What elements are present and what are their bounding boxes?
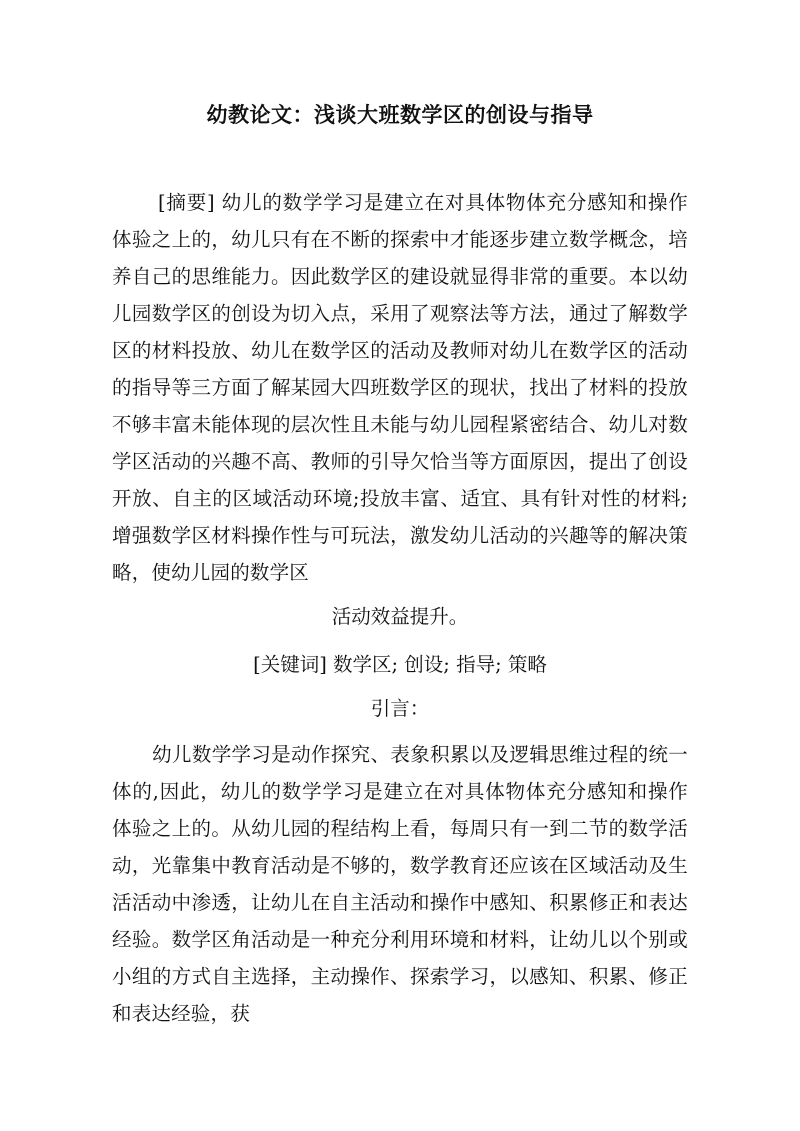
intro-paragraph — [112, 736, 688, 1032]
document-title: 幼教论文：浅谈大班数学区的创设与指导 — [206, 103, 594, 127]
abstract-text: [摘要] 幼儿的数学学习是建立在对具体物体充分感知和操作体验之上的，幼儿只有在不断的探索中才能逐步建立数学概念，培养自己的思维能力。因此数学区的建设就显得非常的重要。本以幼儿园数学区的创设为切入点，采用了观察法等方法，通过了解数学区的材料投放、幼儿在数学区的活动及教师对幼儿在数学区的活动的指导等三方面了解某园大四班数学区的现状，找出了材料的投放不够丰富未能体现的层次性且未能与幼儿园程紧密结合、幼儿对数学区活动的兴趣不高、教师的引导欠恰当等方面原因，提出了创设开放、自主的区域活动环境;投放丰富、适宜、具有针对性的材料;增强数学区材料操作性与可玩法，激发幼儿活动的兴趣等的解决策略，使幼儿园的数学区 — [112, 191, 688, 584]
intro-paragraph-text: 幼儿数学学习是动作探究、表象积累以及逻辑思维过程的统一体的,因此，幼儿的数学学习是建立在对具体物体充分感知和操作体验之上的。从幼儿园的程结构上看，每周只有一到二节的数学活动，光靠集中教育活动是不够的，数学教育还应该在区域活动及生活活动中渗透，让幼儿在自主活动和操作中感知、积累修正和表达经验。数学区角活动是一种充分利用环境和材料，让幼儿以个别或小组的方式自主选择，主动操作、探索学习，以感知、积累、修正和表达经验，获 — [112, 743, 688, 1025]
keywords-line: [关键词] 数学区; 创设; 指导; 策略 — [253, 653, 547, 676]
intro-heading: 引言： — [370, 697, 430, 720]
abstract-paragraph — [112, 184, 688, 591]
abstract-last-line: 活动效益提升。 — [331, 605, 469, 628]
